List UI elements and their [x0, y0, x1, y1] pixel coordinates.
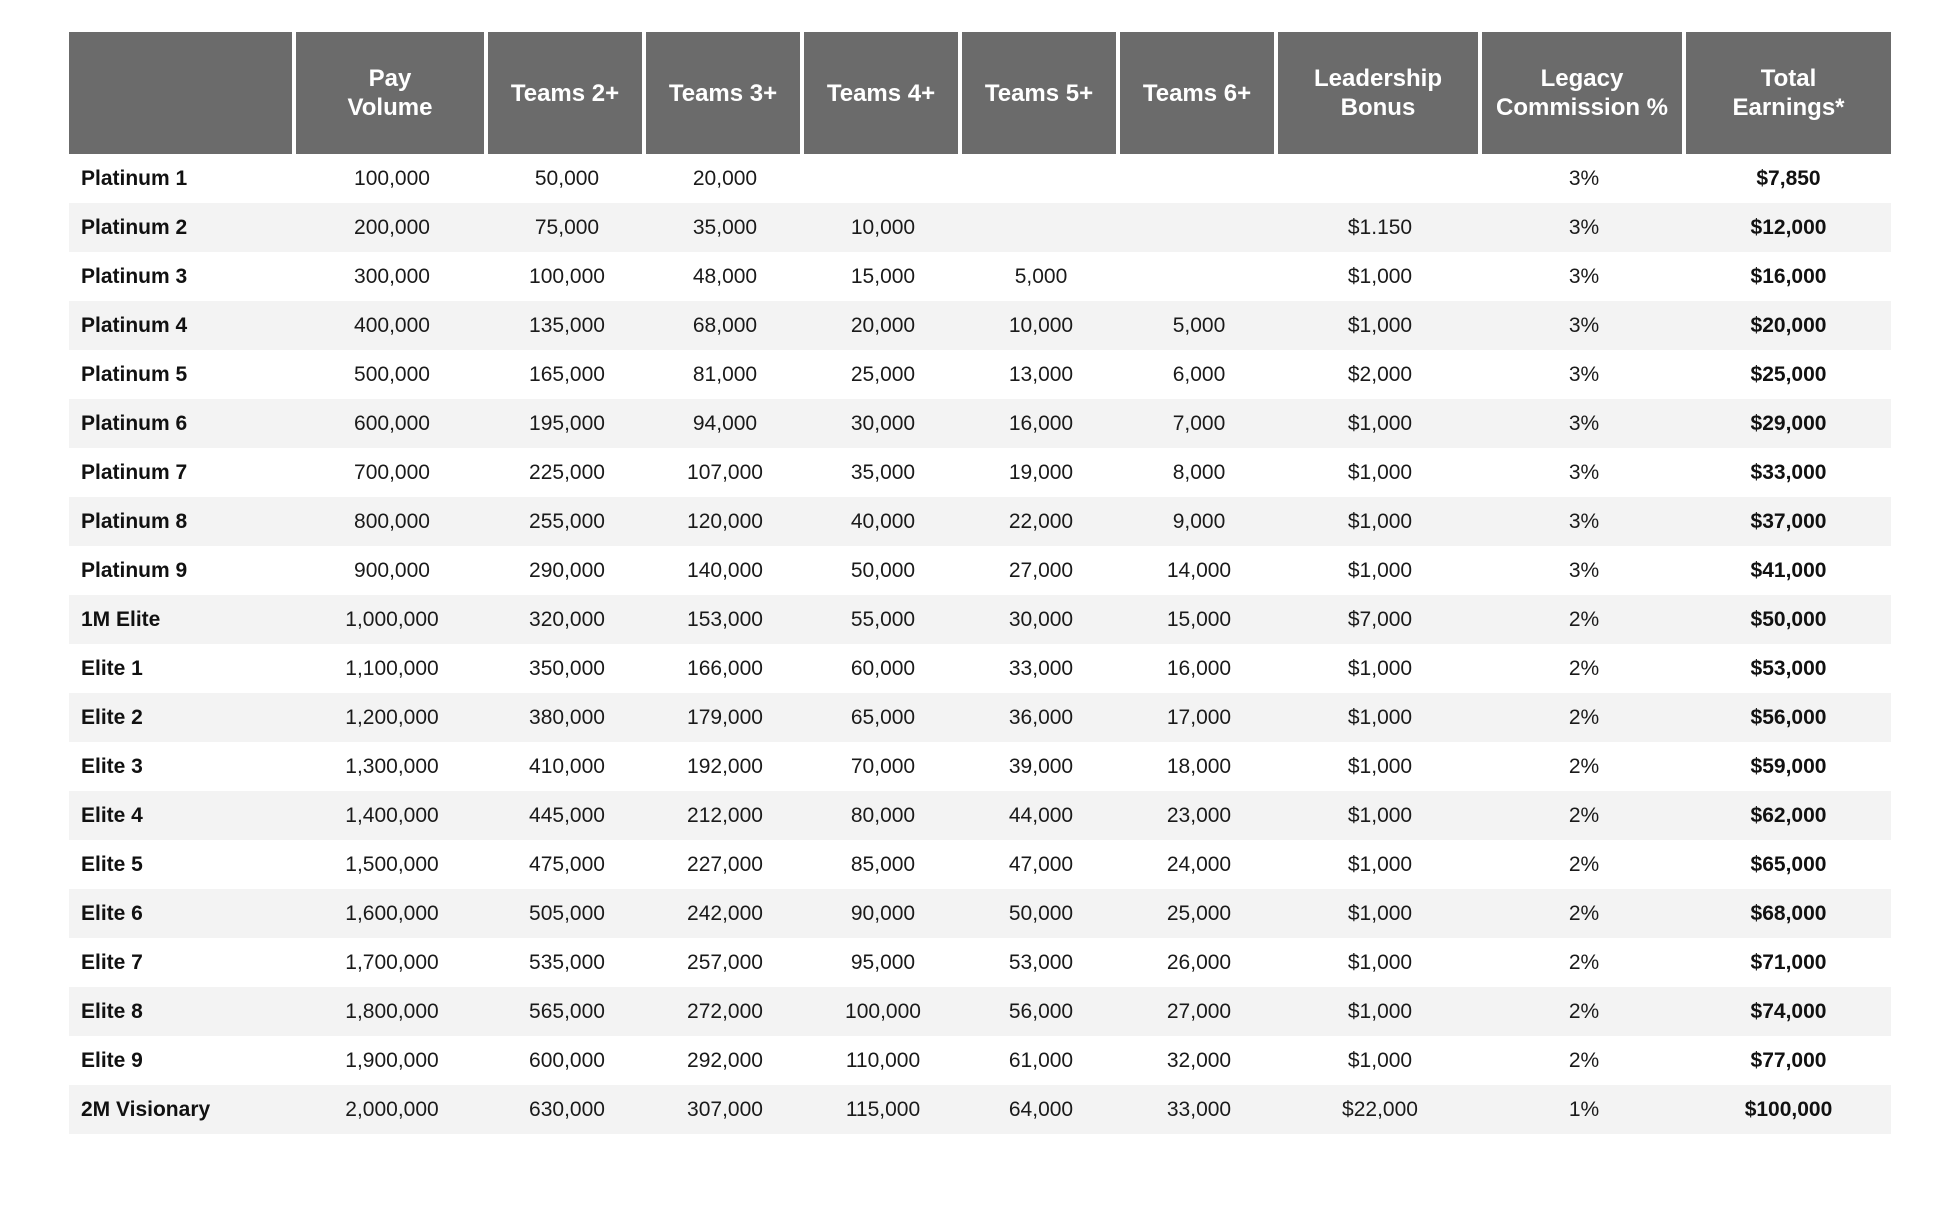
total-earnings-cell: $41,000	[1686, 546, 1891, 595]
teams-6-cell: 9,000	[1120, 497, 1278, 546]
teams-6-cell: 23,000	[1120, 791, 1278, 840]
legacy-commission-cell: 3%	[1482, 399, 1686, 448]
table-row	[69, 595, 1891, 644]
teams-6-cell: 25,000	[1120, 889, 1278, 938]
teams-4-cell: 80,000	[804, 791, 962, 840]
teams-2-cell: 100,000	[488, 252, 646, 301]
teams-4-cell: 100,000	[804, 987, 962, 1036]
teams-2-cell: 445,000	[488, 791, 646, 840]
table-body	[69, 154, 1891, 1134]
teams-2-cell: 50,000	[488, 154, 646, 203]
table-row	[69, 448, 1891, 497]
teams-2-cell: 320,000	[488, 595, 646, 644]
teams-3-cell: 153,000	[646, 595, 804, 644]
pay-volume-cell: 1,600,000	[296, 889, 488, 938]
legacy-commission-cell: 2%	[1482, 840, 1686, 889]
teams-6-cell: 7,000	[1120, 399, 1278, 448]
teams-6-cell: 17,000	[1120, 693, 1278, 742]
teams-5-cell: 22,000	[962, 497, 1120, 546]
legacy-commission-cell: 2%	[1482, 595, 1686, 644]
teams-4-cell: 60,000	[804, 644, 962, 693]
teams-3-cell: 307,000	[646, 1085, 804, 1134]
legacy-commission-cell: 3%	[1482, 546, 1686, 595]
rank-name: Elite 8	[69, 987, 296, 1036]
teams-4-cell: 50,000	[804, 546, 962, 595]
table-header	[69, 32, 1891, 154]
rank-name: Platinum 5	[69, 350, 296, 399]
legacy-commission-cell: 2%	[1482, 644, 1686, 693]
rank-name: Elite 6	[69, 889, 296, 938]
rank-name: 1M Elite	[69, 595, 296, 644]
rank-name: Elite 4	[69, 791, 296, 840]
legacy-commission-cell: 2%	[1482, 693, 1686, 742]
pay-volume-cell: 600,000	[296, 399, 488, 448]
teams-4-cell: 110,000	[804, 1036, 962, 1085]
legacy-commission-cell: 3%	[1482, 350, 1686, 399]
pay-volume-cell: 200,000	[296, 203, 488, 252]
teams-4-cell	[804, 154, 962, 203]
total-earnings-cell: $25,000	[1686, 350, 1891, 399]
teams-6-cell	[1120, 203, 1278, 252]
teams-6-cell	[1120, 154, 1278, 203]
total-earnings-cell: $71,000	[1686, 938, 1891, 987]
pay-volume-cell: 300,000	[296, 252, 488, 301]
table-row	[69, 301, 1891, 350]
header-teams-4: Teams 4+	[804, 32, 962, 154]
pay-volume-cell: 400,000	[296, 301, 488, 350]
compensation-table	[69, 32, 1891, 1134]
teams-3-cell: 35,000	[646, 203, 804, 252]
teams-6-cell: 32,000	[1120, 1036, 1278, 1085]
pay-volume-cell: 1,400,000	[296, 791, 488, 840]
legacy-commission-cell: 1%	[1482, 1085, 1686, 1134]
total-earnings-cell: $37,000	[1686, 497, 1891, 546]
teams-6-cell	[1120, 252, 1278, 301]
header-teams-2: Teams 2+	[488, 32, 646, 154]
pay-volume-cell: 100,000	[296, 154, 488, 203]
total-earnings-cell: $56,000	[1686, 693, 1891, 742]
table-row	[69, 1085, 1891, 1134]
teams-5-cell: 56,000	[962, 987, 1120, 1036]
leadership-bonus-cell: $1,000	[1278, 840, 1482, 889]
total-earnings-cell: $59,000	[1686, 742, 1891, 791]
teams-4-cell: 25,000	[804, 350, 962, 399]
pay-volume-cell: 900,000	[296, 546, 488, 595]
teams-5-cell: 33,000	[962, 644, 1120, 693]
pay-volume-cell: 1,100,000	[296, 644, 488, 693]
teams-3-cell: 179,000	[646, 693, 804, 742]
total-earnings-cell: $53,000	[1686, 644, 1891, 693]
teams-4-cell: 115,000	[804, 1085, 962, 1134]
table-row	[69, 546, 1891, 595]
teams-3-cell: 257,000	[646, 938, 804, 987]
leadership-bonus-cell: $1,000	[1278, 497, 1482, 546]
teams-2-cell: 380,000	[488, 693, 646, 742]
header-row	[69, 32, 1891, 154]
pay-volume-cell: 1,000,000	[296, 595, 488, 644]
total-earnings-cell: $7,850	[1686, 154, 1891, 203]
total-earnings-cell: $100,000	[1686, 1085, 1891, 1134]
teams-5-cell: 44,000	[962, 791, 1120, 840]
pay-volume-cell: 1,900,000	[296, 1036, 488, 1085]
teams-4-cell: 90,000	[804, 889, 962, 938]
teams-6-cell: 27,000	[1120, 987, 1278, 1036]
teams-2-cell: 350,000	[488, 644, 646, 693]
teams-5-cell	[962, 203, 1120, 252]
rank-name: Elite 1	[69, 644, 296, 693]
teams-3-cell: 227,000	[646, 840, 804, 889]
teams-5-cell: 61,000	[962, 1036, 1120, 1085]
leadership-bonus-cell: $1,000	[1278, 546, 1482, 595]
table-row	[69, 350, 1891, 399]
teams-3-cell: 81,000	[646, 350, 804, 399]
teams-4-cell: 10,000	[804, 203, 962, 252]
legacy-commission-cell: 3%	[1482, 497, 1686, 546]
table-row	[69, 399, 1891, 448]
leadership-bonus-cell: $1,000	[1278, 252, 1482, 301]
table-row	[69, 203, 1891, 252]
total-earnings-cell: $77,000	[1686, 1036, 1891, 1085]
header-teams-3: Teams 3+	[646, 32, 804, 154]
legacy-commission-cell: 2%	[1482, 791, 1686, 840]
rank-name: Elite 5	[69, 840, 296, 889]
total-earnings-cell: $33,000	[1686, 448, 1891, 497]
teams-2-cell: 195,000	[488, 399, 646, 448]
legacy-commission-cell: 2%	[1482, 1036, 1686, 1085]
leadership-bonus-cell: $1,000	[1278, 889, 1482, 938]
legacy-commission-cell: 3%	[1482, 301, 1686, 350]
table-row	[69, 742, 1891, 791]
teams-5-cell: 13,000	[962, 350, 1120, 399]
table-row	[69, 154, 1891, 203]
rank-name: Platinum 3	[69, 252, 296, 301]
table-row	[69, 938, 1891, 987]
leadership-bonus-cell: $1.150	[1278, 203, 1482, 252]
rank-name: Platinum 1	[69, 154, 296, 203]
teams-3-cell: 292,000	[646, 1036, 804, 1085]
header-teams-6: Teams 6+	[1120, 32, 1278, 154]
total-earnings-cell: $29,000	[1686, 399, 1891, 448]
teams-4-cell: 65,000	[804, 693, 962, 742]
teams-3-cell: 20,000	[646, 154, 804, 203]
rank-name: Platinum 9	[69, 546, 296, 595]
teams-6-cell: 6,000	[1120, 350, 1278, 399]
table-row	[69, 644, 1891, 693]
teams-3-cell: 242,000	[646, 889, 804, 938]
leadership-bonus-cell: $22,000	[1278, 1085, 1482, 1134]
teams-6-cell: 33,000	[1120, 1085, 1278, 1134]
teams-6-cell: 5,000	[1120, 301, 1278, 350]
teams-2-cell: 75,000	[488, 203, 646, 252]
teams-2-cell: 630,000	[488, 1085, 646, 1134]
header-total-earnings: Total Earnings*	[1686, 32, 1891, 154]
legacy-commission-cell: 3%	[1482, 252, 1686, 301]
teams-5-cell: 16,000	[962, 399, 1120, 448]
leadership-bonus-cell: $1,000	[1278, 791, 1482, 840]
pay-volume-cell: 700,000	[296, 448, 488, 497]
legacy-commission-cell: 3%	[1482, 203, 1686, 252]
teams-5-cell: 39,000	[962, 742, 1120, 791]
teams-3-cell: 212,000	[646, 791, 804, 840]
teams-5-cell: 30,000	[962, 595, 1120, 644]
teams-2-cell: 225,000	[488, 448, 646, 497]
compensation-table-container	[69, 32, 1891, 1134]
teams-6-cell: 24,000	[1120, 840, 1278, 889]
teams-3-cell: 272,000	[646, 987, 804, 1036]
teams-2-cell: 475,000	[488, 840, 646, 889]
table-row	[69, 840, 1891, 889]
teams-2-cell: 600,000	[488, 1036, 646, 1085]
teams-5-cell: 50,000	[962, 889, 1120, 938]
rank-name: Elite 9	[69, 1036, 296, 1085]
rank-name: Elite 2	[69, 693, 296, 742]
teams-6-cell: 16,000	[1120, 644, 1278, 693]
teams-5-cell: 64,000	[962, 1085, 1120, 1134]
leadership-bonus-cell: $7,000	[1278, 595, 1482, 644]
legacy-commission-cell: 3%	[1482, 154, 1686, 203]
leadership-bonus-cell: $1,000	[1278, 1036, 1482, 1085]
teams-4-cell: 55,000	[804, 595, 962, 644]
total-earnings-cell: $20,000	[1686, 301, 1891, 350]
table-row	[69, 497, 1891, 546]
rank-name: 2M Visionary	[69, 1085, 296, 1134]
total-earnings-cell: $62,000	[1686, 791, 1891, 840]
teams-3-cell: 192,000	[646, 742, 804, 791]
teams-3-cell: 120,000	[646, 497, 804, 546]
teams-3-cell: 68,000	[646, 301, 804, 350]
teams-5-cell: 10,000	[962, 301, 1120, 350]
leadership-bonus-cell: $1,000	[1278, 301, 1482, 350]
legacy-commission-cell: 2%	[1482, 987, 1686, 1036]
pay-volume-cell: 2,000,000	[296, 1085, 488, 1134]
legacy-commission-cell: 2%	[1482, 742, 1686, 791]
teams-2-cell: 165,000	[488, 350, 646, 399]
table-row	[69, 693, 1891, 742]
header-teams-5: Teams 5+	[962, 32, 1120, 154]
header-pay-volume: Pay Volume	[296, 32, 488, 154]
teams-3-cell: 48,000	[646, 252, 804, 301]
total-earnings-cell: $50,000	[1686, 595, 1891, 644]
teams-6-cell: 14,000	[1120, 546, 1278, 595]
pay-volume-cell: 1,700,000	[296, 938, 488, 987]
total-earnings-cell: $68,000	[1686, 889, 1891, 938]
leadership-bonus-cell: $1,000	[1278, 742, 1482, 791]
rank-name: Platinum 8	[69, 497, 296, 546]
teams-2-cell: 505,000	[488, 889, 646, 938]
teams-4-cell: 30,000	[804, 399, 962, 448]
legacy-commission-cell: 2%	[1482, 889, 1686, 938]
pay-volume-cell: 1,800,000	[296, 987, 488, 1036]
teams-4-cell: 95,000	[804, 938, 962, 987]
leadership-bonus-cell: $2,000	[1278, 350, 1482, 399]
teams-2-cell: 135,000	[488, 301, 646, 350]
teams-3-cell: 140,000	[646, 546, 804, 595]
teams-4-cell: 35,000	[804, 448, 962, 497]
total-earnings-cell: $65,000	[1686, 840, 1891, 889]
teams-2-cell: 565,000	[488, 987, 646, 1036]
table-row	[69, 889, 1891, 938]
legacy-commission-cell: 2%	[1482, 938, 1686, 987]
rank-name: Platinum 6	[69, 399, 296, 448]
pay-volume-cell: 1,500,000	[296, 840, 488, 889]
teams-4-cell: 40,000	[804, 497, 962, 546]
rank-name: Elite 7	[69, 938, 296, 987]
rank-name: Elite 3	[69, 742, 296, 791]
teams-4-cell: 85,000	[804, 840, 962, 889]
rank-name: Platinum 4	[69, 301, 296, 350]
leadership-bonus-cell: $1,000	[1278, 693, 1482, 742]
leadership-bonus-cell: $1,000	[1278, 938, 1482, 987]
total-earnings-cell: $74,000	[1686, 987, 1891, 1036]
teams-6-cell: 8,000	[1120, 448, 1278, 497]
pay-volume-cell: 1,300,000	[296, 742, 488, 791]
total-earnings-cell: $16,000	[1686, 252, 1891, 301]
table-row	[69, 1036, 1891, 1085]
teams-5-cell: 5,000	[962, 252, 1120, 301]
teams-5-cell: 36,000	[962, 693, 1120, 742]
teams-3-cell: 107,000	[646, 448, 804, 497]
teams-5-cell: 27,000	[962, 546, 1120, 595]
teams-2-cell: 255,000	[488, 497, 646, 546]
table-row	[69, 987, 1891, 1036]
teams-6-cell: 15,000	[1120, 595, 1278, 644]
pay-volume-cell: 800,000	[296, 497, 488, 546]
leadership-bonus-cell: $1,000	[1278, 987, 1482, 1036]
teams-5-cell: 19,000	[962, 448, 1120, 497]
teams-5-cell: 47,000	[962, 840, 1120, 889]
header-rank	[69, 32, 296, 154]
teams-4-cell: 15,000	[804, 252, 962, 301]
teams-4-cell: 20,000	[804, 301, 962, 350]
teams-3-cell: 166,000	[646, 644, 804, 693]
leadership-bonus-cell: $1,000	[1278, 448, 1482, 497]
leadership-bonus-cell: $1,000	[1278, 644, 1482, 693]
table-row	[69, 791, 1891, 840]
teams-4-cell: 70,000	[804, 742, 962, 791]
header-leadership-bonus: Leadership Bonus	[1278, 32, 1482, 154]
teams-5-cell: 53,000	[962, 938, 1120, 987]
pay-volume-cell: 500,000	[296, 350, 488, 399]
teams-5-cell	[962, 154, 1120, 203]
teams-2-cell: 410,000	[488, 742, 646, 791]
teams-6-cell: 18,000	[1120, 742, 1278, 791]
teams-2-cell: 535,000	[488, 938, 646, 987]
leadership-bonus-cell: $1,000	[1278, 399, 1482, 448]
teams-3-cell: 94,000	[646, 399, 804, 448]
leadership-bonus-cell	[1278, 154, 1482, 203]
pay-volume-cell: 1,200,000	[296, 693, 488, 742]
total-earnings-cell: $12,000	[1686, 203, 1891, 252]
table-row	[69, 252, 1891, 301]
teams-2-cell: 290,000	[488, 546, 646, 595]
legacy-commission-cell: 3%	[1482, 448, 1686, 497]
rank-name: Platinum 7	[69, 448, 296, 497]
teams-6-cell: 26,000	[1120, 938, 1278, 987]
header-legacy-commission: Legacy Commission %	[1482, 32, 1686, 154]
rank-name: Platinum 2	[69, 203, 296, 252]
